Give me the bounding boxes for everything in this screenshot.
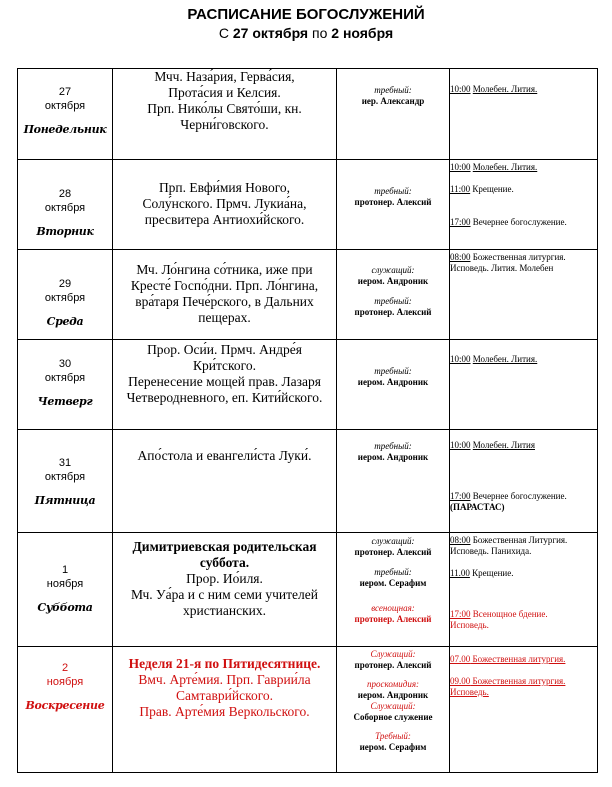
clergy-role: служащий:: [371, 265, 415, 275]
service-entry: 10:00 Молебен. Лития.: [450, 84, 538, 94]
month-name: октября: [44, 471, 86, 483]
day-number: 29: [58, 278, 72, 290]
saint-line: Мч. Ло́нгина со́тника, иже при: [136, 262, 313, 277]
schedule-row-oct-27: [18, 69, 598, 160]
saints-cell: [113, 647, 337, 773]
service-entry: 11.00 Крещение.: [450, 568, 514, 578]
date-cell: [18, 69, 113, 160]
saint-line: Самтаври́йского.: [175, 688, 274, 703]
schedule-row-nov-02: [18, 647, 598, 773]
service-entry: 08:00 Божественная литургия.: [450, 252, 566, 262]
saint-line: Черни́говского.: [180, 117, 269, 132]
clergy-name: иером. Серафим: [359, 742, 427, 752]
month-name: октября: [44, 202, 86, 214]
services-cell: [450, 160, 598, 250]
clergy-name: протонер. Алексий: [354, 547, 432, 557]
month-name: октября: [44, 100, 86, 112]
saint-line: Прор. Оси́и. Прмч. Андре́я: [147, 342, 302, 357]
weekday: Суббота: [37, 601, 93, 614]
saints-cell: [113, 430, 337, 533]
feast-title: Димитриевская родительская: [132, 539, 317, 554]
service-entry-detail: Исповедь.: [450, 620, 489, 630]
month-name: ноября: [46, 578, 84, 590]
schedule-row-oct-29: [18, 250, 598, 340]
clergy-cell: [337, 533, 450, 647]
weekday: Пятница: [34, 494, 96, 507]
day-number: 30: [58, 358, 72, 370]
service-entry: 07.00 Божественная литургия.: [450, 654, 566, 664]
clergy-name: протонер. Алексий: [354, 197, 432, 207]
saints-cell: [113, 69, 337, 160]
service-entry: 09.00 Божественная литургия.: [450, 676, 566, 686]
clergy-name: иером. Андроник: [357, 690, 429, 700]
clergy-role: Служащий:: [370, 701, 416, 711]
clergy-name: протонер. Алексий: [354, 307, 432, 317]
schedule-table: [17, 68, 598, 773]
clergy-name: иером. Андроник: [357, 452, 429, 462]
clergy-role: проскомидия:: [367, 679, 419, 689]
saint-line: Солу́нского. Прмч. Лукиа́на,: [142, 196, 307, 211]
day-number: 2: [61, 662, 69, 674]
clergy-role: всенощная:: [371, 603, 415, 613]
date-from: 27 октября: [232, 25, 309, 41]
month-name: ноября: [46, 676, 84, 688]
clergy-role: требный:: [374, 85, 412, 95]
day-number: 31: [58, 457, 72, 469]
clergy-cell: [337, 250, 450, 340]
weekday: Четверг: [37, 395, 93, 408]
service-entry-detail: Исповедь.: [450, 687, 489, 697]
clergy-name: иер. Александр: [361, 96, 425, 106]
saint-line: вра́таря Пече́рского, в Дальних: [135, 294, 314, 309]
clergy-role: требный:: [374, 441, 412, 451]
schedule-row-oct-31: [18, 430, 598, 533]
saints-cell: [113, 533, 337, 647]
services-cell: [450, 647, 598, 773]
feast-title: Неделя 21-я по Пятидесятнице.: [128, 656, 321, 671]
schedule-row-oct-30: [18, 340, 598, 430]
saint-line: Перенесение мощей прав. Лазаря: [128, 374, 321, 389]
saint-line: Кресте́ Госпо́дни. Прп. Ло́нгина,: [130, 278, 319, 293]
date-to: 2 ноября: [331, 25, 394, 41]
service-entry-detail: (ПАРАСТАС): [450, 502, 505, 512]
saint-line: Мчч. Наза́рия, Герва́сия,: [154, 69, 295, 84]
saint-line: Прота́сия и Келсия.: [168, 85, 281, 100]
clergy-name: протонер. Алексий: [354, 614, 432, 624]
clergy-name: иером. Серафим: [359, 578, 427, 588]
clergy-cell: [337, 340, 450, 430]
date-cell: [18, 533, 113, 647]
service-entry: 10:00 Молебен. Лития.: [450, 354, 538, 364]
service-entry: 11:00 Крещение.: [450, 184, 514, 194]
schedule-row-oct-28: [18, 160, 598, 250]
service-entry: 08:00 Божественная Литургия.: [450, 535, 568, 545]
clergy-cell: [337, 69, 450, 160]
weekday: Среда: [46, 315, 84, 328]
clergy-role: требный:: [374, 186, 412, 196]
service-entry: 17:00 Всенощное бдение.: [450, 609, 548, 619]
clergy-cell: [337, 160, 450, 250]
services-cell: [450, 340, 598, 430]
clergy-name: иером. Андроник: [357, 276, 429, 286]
saint-line: Прор. Ио́иля.: [186, 571, 263, 586]
saint-line: Четверодневного, еп. Кити́йского.: [126, 390, 323, 405]
date-cell: [18, 160, 113, 250]
date-range: С 27 октября по 2 ноября: [218, 25, 394, 41]
clergy-role: требный:: [374, 366, 412, 376]
clergy-name: Соборное служение: [353, 712, 433, 722]
service-entry: 10:00 Молебен. Лития: [450, 440, 535, 450]
saint-line: Прп. Евфи́мия Нового,: [158, 180, 291, 195]
saint-line: пресвитера Антиохи́йского.: [144, 212, 305, 227]
clergy-role: требный:: [374, 567, 412, 577]
service-entry: 10:00 Молебен. Лития.: [450, 162, 538, 172]
saints-cell: [113, 250, 337, 340]
saint-line: пещерах.: [198, 310, 251, 325]
month-name: октября: [44, 292, 86, 304]
saint-line: Мч. Уа́ра и с ним семи учителей: [131, 587, 318, 602]
service-entry: 17:00 Вечернее богослужение.: [450, 217, 567, 227]
service-entry-detail: Исповедь. Панихида.: [450, 546, 532, 556]
clergy-role: требный:: [374, 296, 412, 306]
clergy-role: Требный:: [375, 731, 411, 741]
saint-line: Апо́стола и евангели́ста Луки́.: [137, 448, 312, 463]
saint-line: Прп. Нико́лы Свято́ши, кн.: [147, 101, 302, 116]
saint-line: Вмч. Арте́мия. Прп. Гаврии́ла: [138, 672, 311, 687]
schedule-row-nov-01: [18, 533, 598, 647]
feast-title: суббота.: [199, 555, 250, 570]
clergy-cell: [337, 430, 450, 533]
date-cell: [18, 340, 113, 430]
weekday: Воскресение: [25, 699, 105, 712]
weekday: Понедельник: [23, 123, 107, 136]
clergy-role: служащий:: [371, 536, 415, 546]
day-number: 28: [58, 188, 72, 200]
month-name: октября: [44, 372, 86, 384]
clergy-name: иером. Андроник: [357, 377, 429, 387]
saint-line: христианских.: [183, 603, 266, 618]
services-cell: [450, 430, 598, 533]
date-cell: [18, 250, 113, 340]
clergy-role: Служащий:: [370, 649, 416, 659]
saints-cell: [113, 340, 337, 430]
clergy-name: протонер. Алексий: [354, 660, 432, 670]
service-entry: 17:00 Вечернее богослужение.: [450, 491, 567, 501]
day-number: 27: [58, 86, 72, 98]
day-number: 1: [61, 564, 69, 576]
saints-cell: [113, 160, 337, 250]
services-cell: [450, 533, 598, 647]
page-title: РАСПИСАНИЕ БОГОСЛУЖЕНИЙ: [187, 6, 425, 23]
services-cell: [450, 69, 598, 160]
date-cell: [18, 430, 113, 533]
date-cell: [18, 647, 113, 773]
saint-line: Прав. Арте́мия Веркольского.: [139, 704, 310, 719]
services-cell: [450, 250, 598, 340]
weekday: Вторник: [36, 225, 94, 238]
clergy-cell: [337, 647, 450, 773]
service-entry-detail: Исповедь. Лития. Молебен: [450, 263, 554, 273]
saint-line: Кри́тского.: [193, 358, 256, 373]
